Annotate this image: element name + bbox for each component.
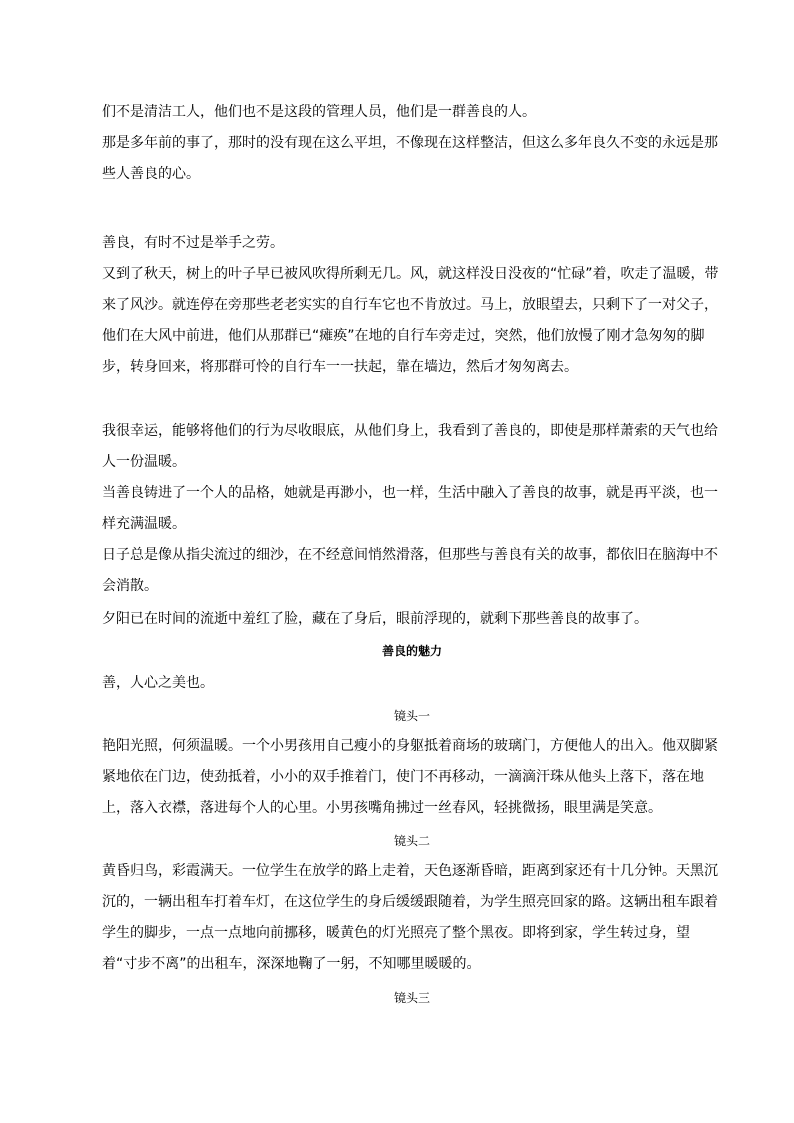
essay-title: 善良的魅力 (381, 644, 442, 658)
paragraph: 又到了秋天，树上的叶子早已被风吹得所剩无几。风，就这样没日没夜的“忙碌”着，吹走了温暖，带来了风沙。就连停在旁那些老老实实的自行车它也不肯放过。马上，放眼望去，只剩下了一对父子，他们在大风中前进，他们从那群已“瘫痪”在地的自行车旁走过，突然，他们放慢了刚才急匆匆的脚步，转身回来，将那群可怜的自行车一一扶起，靠在墙边，然后才匆匆离去。 (102, 266, 719, 375)
shot-label: 镜头三 (393, 991, 430, 1005)
shot-label: 镜头一 (393, 709, 430, 723)
shot-label: 镜头二 (393, 834, 430, 848)
paragraph: 当善良铸进了一个人的品格，她就是再渺小，也一样，生活中融入了善良的故事，就是再平淡，也一样充满温暖。 (102, 485, 718, 532)
paragraph: 们不是清洁工人，他们也不是这段的管理人员，他们是一群善良的人。 (102, 104, 536, 120)
paragraph: 善良，有时不过是举手之劳。 (102, 235, 284, 251)
paragraph: 夕阳已在时间的流逝中羞红了脸，藏在了身后，眼前浮现的，就剩下那些善良的故事了。 (102, 611, 648, 627)
paragraph: 日子总是像从指尖流过的细沙，在不经意间悄然滑落，但那些与善良有关的故事，都依旧在脑海中不会消散。 (102, 547, 718, 594)
intro-paragraph: 善，人心之美也。 (102, 675, 214, 691)
paragraph: 我很幸运，能够将他们的行为尽收眼底，从他们身上，我看到了善良的，即使是那样萧索的天气也给人一份温暖。 (102, 423, 718, 470)
shot-paragraph: 艳阳光照，何须温暖。一个小男孩用自己瘦小的身躯抵着商场的玻璃门，方便他人的出入。他双脚紧紧地依在门边，使劲抵着，小小的双手推着门，使门不再移动，一滴滴汗珠从他头上落下，落在地上，落入衣襟，落进每个人的心里。小男孩嘴角拂过一丝春风，轻挑微扬，眼里满是笑意。 (102, 738, 718, 816)
paragraph: 那是多年前的事了，那时的没有现在这么平坦，不像现在这样整洁，但这么多年良久不变的永远是那些人善良的心。 (102, 135, 718, 182)
shot-paragraph: 黄昏归鸟，彩霞满天。一位学生在放学的路上走着，天色逐渐昏暗，距离到家还有十几分钟。天黑沉沉的，一辆出租车打着车灯，在这位学生的身后缓缓跟随着，为学生照亮回家的路。这辆出租车跟着学生的脚步，一点一点地向前挪移，暖黄色的灯光照亮了整个黑夜。即将到家，学生转过身，望着“寸步不离”的出租车，深深地鞠了一躬，不知哪里暖暖的。 (102, 863, 718, 972)
